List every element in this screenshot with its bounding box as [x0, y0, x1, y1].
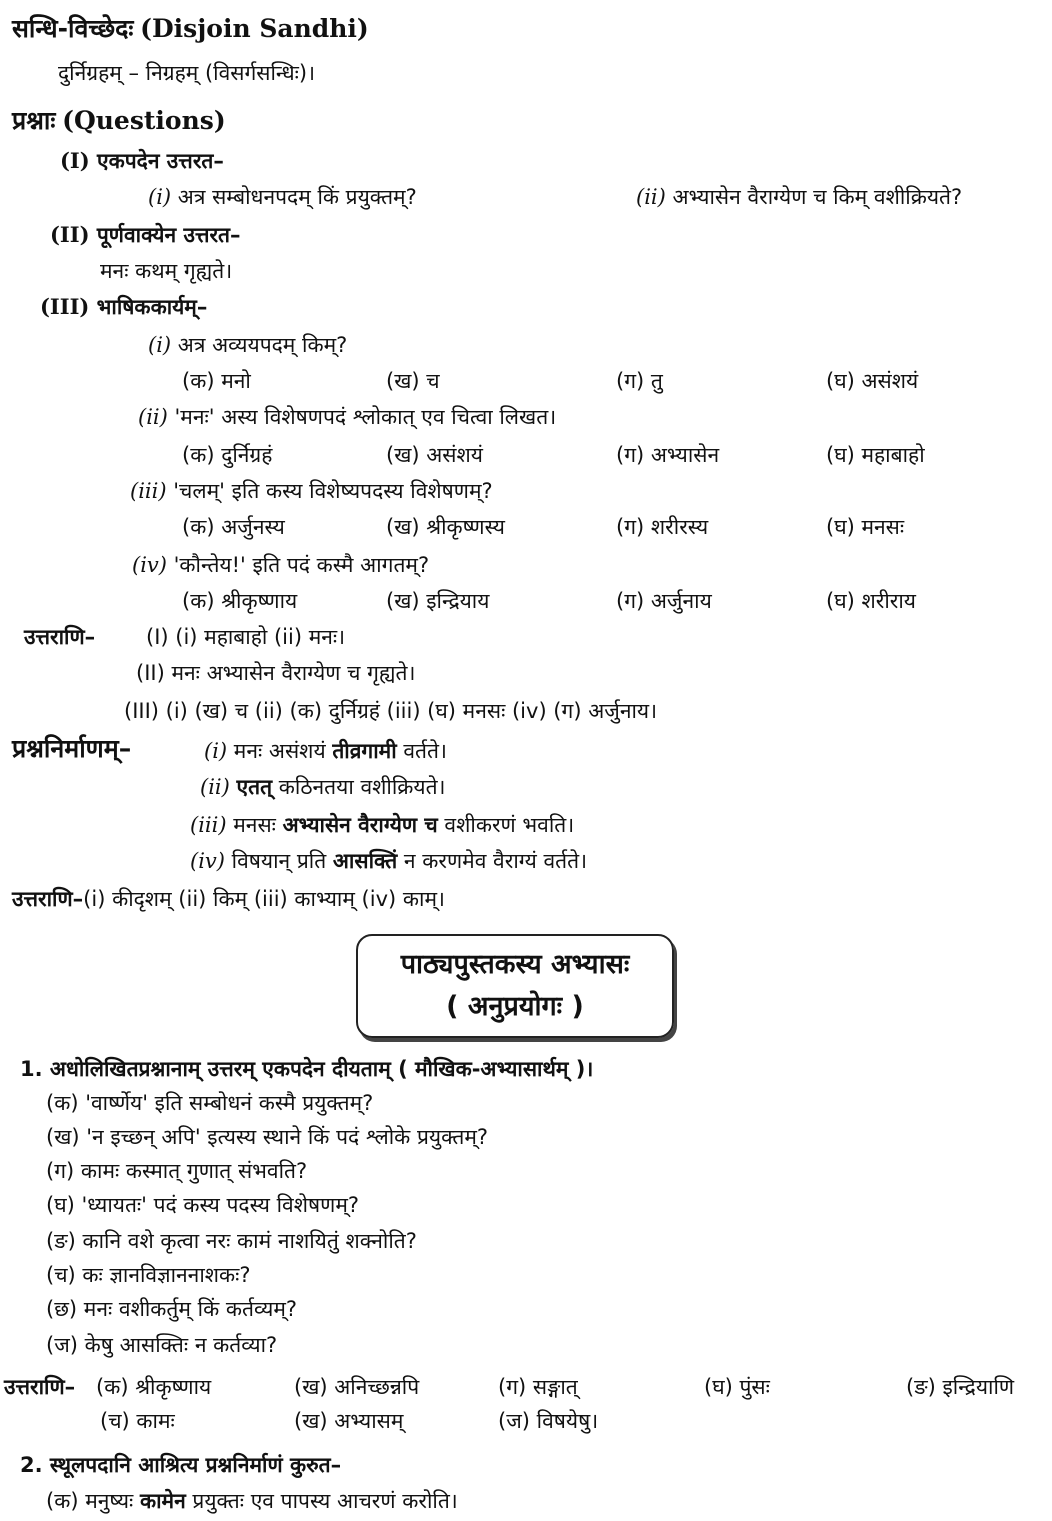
pn-pre: विषयान् प्रति	[231, 849, 333, 873]
pn-bold: अभ्यासेन वैराग्येण च	[282, 813, 438, 837]
ex1-answer: (क) श्रीकृष्णाय	[96, 1375, 212, 1399]
option: (क) दुर्निग्रहं	[182, 443, 273, 467]
option: (क) अर्जुनस्य	[182, 515, 285, 539]
q-num: (ii)	[138, 405, 168, 429]
q-text: 'चलम्' इति कस्य विशेष्यपदस्य विशेषणम्?	[173, 479, 493, 503]
ex1-item: (छ) मनः वशीकर्तुम् किं कर्तव्यम्?	[46, 1297, 298, 1321]
option: (घ) महाबाहो	[826, 443, 925, 467]
sandhi-heading	[12, 14, 369, 45]
ex1-answer: (च) कामः	[100, 1409, 175, 1433]
ex1-answer: (घ) पुंसः	[704, 1375, 770, 1399]
sandhi-heading-en: (Disjoin Sandhi)	[140, 14, 369, 43]
prashna-nirmanam-heading: प्रश्ननिर्माणम्–	[12, 734, 132, 763]
answer-line-3: (III) (i) (ख) च (ii) (क) दुर्निग्रहं (iii) (घ) मनसः (iv) (ग) अर्जुनाय।	[124, 699, 658, 723]
q-num: (iii)	[130, 479, 167, 503]
option: (क) मनो	[182, 369, 251, 393]
q-text: 'मनः' अस्य विशेषणपदं श्लोकात् एव चित्वा लिखत।	[174, 405, 557, 429]
q-text: अत्र सम्बोधनपदम् किं प्रयुक्तम्?	[177, 185, 417, 209]
ex2-bold: कामेन	[139, 1489, 186, 1513]
questions-heading-en: (Questions)	[62, 106, 226, 135]
option: (ख) इन्द्रियाय	[386, 589, 490, 613]
answer-line-2: (II) मनः अभ्यासेन वैराग्येण च गृह्यते।	[136, 661, 416, 685]
sandhi-heading-hi: सन्धि-विच्छेदः	[12, 14, 134, 43]
sandhi-line: दुर्निग्रहम् – निग्रहम् (विसर्गसन्धिः)।	[58, 61, 316, 85]
option: (घ) असंशयं	[826, 369, 919, 393]
ex1-answer: (ज) विषयेषु।	[498, 1409, 599, 1433]
ex1-item: (च) कः ज्ञानविज्ञाननाशकः?	[46, 1263, 251, 1287]
pn-post: वशीकरणं भवति।	[437, 813, 575, 837]
option: (ग) अभ्यासेन	[616, 443, 720, 467]
textbook-exercise-box	[356, 934, 674, 1038]
answers-label: उत्तराणि–	[4, 1375, 76, 1399]
ex1-item: (ङ) कानि वशे कृत्वा नरः कामं नाशयितुं शक्नोति?	[46, 1229, 417, 1253]
pn-bold: आसक्तिं	[332, 849, 398, 873]
option: (ग) शरीरस्य	[616, 515, 709, 539]
section-iii-title	[40, 292, 207, 322]
ex1-answer: (ग) सङ्गात्	[498, 1375, 578, 1399]
q-iii-4	[132, 550, 429, 580]
q-iii-3	[130, 476, 493, 506]
questions-heading	[12, 106, 226, 137]
option: (घ) मनसः	[826, 515, 905, 539]
q-i-2	[636, 182, 962, 212]
ex1-answer: (ङ) इन्द्रियाणि	[906, 1375, 1015, 1399]
q-text: 'कौन्तेय!' इति पदं कस्मै आगतम्?	[173, 553, 430, 577]
ex1-item: (ख) 'न इच्छन् अपि' इत्यस्य स्थाने किं पदं श्लोके प्रयुक्तम्?	[46, 1125, 489, 1149]
section-iii-text: भाषिककार्यम्–	[96, 295, 208, 319]
q-num: (i)	[148, 333, 172, 357]
pn-item-1	[204, 736, 447, 766]
pn-post: न करणमेव वैराग्यं वर्तते।	[397, 849, 588, 873]
q-num: (iii)	[190, 813, 227, 837]
ex2-item	[46, 1486, 458, 1516]
option: (ख) श्रीकृष्णस्य	[386, 515, 505, 539]
q-iii-1	[148, 330, 347, 360]
section-ii-title	[50, 220, 241, 250]
answers-label: उत्तराणि–	[12, 887, 84, 911]
pn-answers	[12, 884, 445, 914]
section-ii-label: (II)	[50, 222, 90, 247]
pn-post: वर्तते।	[396, 739, 447, 763]
q-num: (iv)	[190, 849, 225, 873]
pn-pre: मनसः	[233, 813, 283, 837]
section-i-text: एकपदेन उत्तरत–	[97, 149, 224, 173]
box-subtitle: ( अनुप्रयोगः )	[446, 991, 584, 1022]
section-ii-text: पूर्णवाक्येन उत्तरत–	[96, 223, 241, 247]
option: (क) श्रीकृष्णाय	[182, 589, 298, 613]
q-num: (i)	[204, 739, 228, 763]
ex1-item: (घ) 'ध्यायतः' पदं कस्य पदस्य विशेषणम्?	[46, 1193, 360, 1217]
pn-item-4	[190, 846, 587, 876]
ex2-post: प्रयुक्तः एव पापस्य आचरणं करोति।	[185, 1489, 458, 1513]
section-i-label: (I)	[60, 148, 90, 173]
q-ii-1: मनः कथम् गृह्यते।	[100, 259, 233, 283]
ex1-answer: (ख) अभ्यासम्	[294, 1409, 404, 1433]
q-text: अभ्यासेन वैराग्येण च किम् वशीक्रियते?	[672, 185, 963, 209]
q-i-1	[148, 182, 417, 212]
section-iii-label: (III)	[40, 294, 90, 319]
q-num: (i)	[148, 185, 172, 209]
ex1-item: (क) 'वार्ष्णेय' इति सम्बोधनं कस्मै प्रयुक्तम्?	[46, 1091, 374, 1115]
pn-pre: मनः असंशयं	[233, 739, 333, 763]
section-i-title	[60, 146, 224, 176]
q-iii-2	[138, 402, 556, 432]
pn-answers-text: (i) कीदृशम् (ii) किम् (iii) काभ्याम् (iv) काम्।	[83, 887, 445, 911]
option: (ग) अर्जुनाय	[616, 589, 712, 613]
box-title: पाठ्यपुस्तकस्य अभ्यासः	[400, 949, 630, 980]
option: (घ) शरीराय	[826, 589, 916, 613]
ex1-item: (ग) कामः कस्मात् गुणात् संभवति?	[46, 1159, 308, 1183]
option: (ख) असंशयं	[386, 443, 483, 467]
pn-item-3	[190, 810, 574, 840]
option: (ग) तु	[616, 369, 663, 393]
pn-post: कठिनतया वशीक्रियते।	[272, 775, 446, 799]
option: (ख) च	[386, 369, 440, 393]
ex1-answer: (ख) अनिच्छन्नपि	[294, 1375, 420, 1399]
q-num: (ii)	[636, 185, 666, 209]
questions-heading-hi: प्रश्नाः	[12, 106, 56, 135]
q-num: (iv)	[132, 553, 167, 577]
pn-bold: तीव्रगामी	[332, 739, 397, 763]
exercise-1-title: 1. अधोलिखितप्रश्नानाम् उत्तरम् एकपदेन दीयताम् ( मौखिक-अभ्यासार्थम् )।	[20, 1057, 594, 1081]
ex1-item: (ज) केषु आसक्तिः न कर्तव्या?	[46, 1333, 278, 1357]
exercise-2-title: 2. स्थूलपदानि आश्रित्य प्रश्ननिर्माणं कुरुत–	[20, 1453, 342, 1477]
answers-label: उत्तराणि–	[24, 625, 96, 649]
q-num: (ii)	[200, 775, 230, 799]
answer-line-1: (I) (i) महाबाहो (ii) मनः।	[146, 625, 346, 649]
ex2-pre: (क) मनुष्यः	[46, 1489, 140, 1513]
q-text: अत्र अव्ययपदम् किम्?	[177, 333, 348, 357]
pn-item-2	[200, 772, 446, 802]
pn-bold: एतत्	[236, 775, 273, 799]
